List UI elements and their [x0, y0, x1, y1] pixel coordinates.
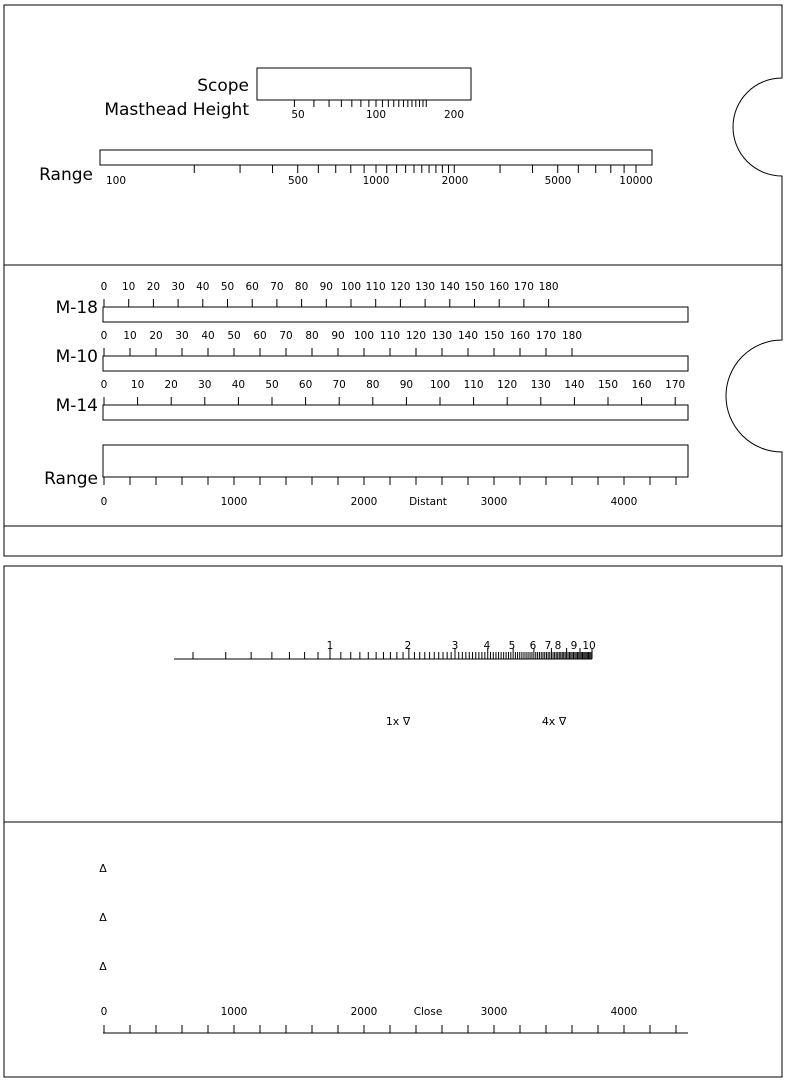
mil-tick-label: 110	[463, 379, 484, 391]
mil-tick-label: 30	[198, 379, 212, 391]
log-tick-label: 2	[404, 640, 412, 652]
log-tick-label: 3	[451, 640, 459, 652]
mil-tick-label: 0	[100, 330, 108, 342]
mil-tick-label: 130	[530, 379, 551, 391]
mil-tick-label: 90	[399, 379, 414, 391]
log-tick-label: 1	[326, 640, 334, 652]
mil-tick-label: 90	[331, 330, 345, 342]
distant-marker: Distant	[409, 496, 447, 508]
m10-scale	[101, 330, 582, 356]
mil-tick-label: 30	[175, 330, 189, 342]
scope-label: Scope	[197, 76, 249, 96]
mil-tick-label: 80	[305, 330, 319, 342]
mil-tick-label: 150	[464, 281, 485, 293]
scope-tick-label: 100	[365, 109, 387, 121]
mil-tick-label: 0	[100, 281, 108, 293]
mil-tick-label: 120	[390, 281, 411, 293]
m14-box	[103, 405, 688, 420]
range-label: Range	[39, 165, 93, 185]
mil-tick-label: 10	[122, 281, 136, 293]
mil-tick-label: 70	[270, 281, 284, 293]
mil-tick-label: 100	[340, 281, 362, 293]
log-tick-label: 5	[508, 640, 516, 652]
log-tick-label: 6	[529, 640, 537, 652]
scope-tick-label: 50	[291, 109, 305, 121]
mil-tick-label: 80	[366, 379, 380, 391]
mil-tick-label: 20	[164, 379, 178, 391]
mil-tick-label: 80	[294, 281, 309, 293]
scope-box	[257, 68, 471, 100]
distant-tick-label: 2000	[350, 496, 378, 508]
mil-tick-label: 60	[298, 379, 313, 391]
mil-tick-label: 100	[429, 379, 451, 391]
range-tick-label: 2000	[441, 175, 469, 187]
mil-tick-label: 100	[353, 330, 375, 342]
triangle-marker-icon: Δ	[99, 960, 107, 973]
scope-scale	[294, 100, 426, 107]
mil-tick-label: 90	[319, 281, 333, 293]
mil-tick-label: 160	[509, 330, 531, 342]
close-tick-label: 2000	[350, 1006, 378, 1018]
log-tick-label: 10	[582, 640, 596, 652]
close-marker: Close	[413, 1006, 443, 1018]
triangle-marker-icon: Δ	[99, 911, 107, 924]
mil-tick-label: 180	[561, 330, 583, 342]
distant-tick-label: 4000	[610, 496, 638, 508]
mil-tick-label: 140	[564, 379, 585, 391]
log-tick-label: 9	[570, 640, 578, 652]
mil-tick-label: 140	[457, 330, 479, 342]
mil-tick-label: 30	[171, 281, 185, 293]
scope-tick-label: 200	[443, 109, 465, 121]
mil-tick-label: 0	[100, 379, 108, 391]
range-tick-label: 500	[287, 175, 309, 187]
m18-box	[103, 307, 688, 322]
mil-tick-label: 50	[227, 330, 241, 342]
mil-tick-label: 50	[220, 281, 235, 293]
mil-tick-label: 170	[535, 330, 557, 342]
range-tick-label: 1000	[362, 175, 390, 187]
mil-tick-label: 160	[489, 281, 510, 293]
mil-tick-label: 20	[146, 281, 161, 293]
range-tick-label: 100	[105, 175, 127, 187]
mil-tick-label: 150	[483, 330, 505, 342]
mil-tick-label: 40	[196, 281, 210, 293]
mil-tick-label: 60	[245, 281, 259, 293]
mil-tick-label: 120	[497, 379, 518, 391]
range-long-box	[103, 445, 688, 477]
close-tick-label: 4000	[610, 1006, 638, 1018]
range-long-label: Range	[44, 469, 98, 489]
log-tick-label: 4	[483, 640, 491, 652]
triangle-marker-icon: Δ	[99, 862, 107, 875]
mil-tick-label: 120	[405, 330, 427, 342]
mil-tick-label: 60	[253, 330, 267, 342]
mil-tick-label: 40	[201, 330, 215, 342]
close-tick-label: 3000	[480, 1006, 508, 1018]
mil-tick-label: 70	[332, 379, 346, 391]
m14-scale	[101, 379, 686, 405]
mil-tick-label: 130	[415, 281, 436, 293]
mil-tick-label: 170	[513, 281, 534, 293]
distant-tick-label: 0	[100, 496, 108, 508]
distant-tick-label: 1000	[220, 496, 248, 508]
magnification-1x-marker: 1x ∇	[385, 715, 411, 728]
mil-tick-label: 10	[130, 379, 145, 391]
m14-label: M-14	[55, 396, 98, 416]
m18-label: M-18	[55, 298, 98, 318]
log-tick-label: 8	[554, 640, 562, 652]
range-log-scale	[194, 165, 636, 173]
m18-scale	[101, 281, 559, 307]
mil-tick-label: 40	[231, 379, 246, 391]
mil-tick-label: 170	[665, 379, 686, 391]
m10-box	[103, 356, 688, 371]
mil-tick-label: 160	[631, 379, 652, 391]
m10-label: M-10	[55, 347, 98, 367]
mil-tick-label: 110	[379, 330, 401, 342]
mil-tick-label: 140	[439, 281, 460, 293]
mil-tick-label: 150	[597, 379, 619, 391]
close-tick-label: 0	[100, 1006, 108, 1018]
mil-tick-label: 20	[149, 330, 163, 342]
magnification-4x-marker: 4x ∇	[541, 715, 567, 728]
mil-tick-label: 110	[365, 281, 386, 293]
distant-tick-label: 3000	[480, 496, 508, 508]
mil-tick-label: 130	[431, 330, 453, 342]
log-tick-label: 7	[544, 640, 552, 652]
mil-tick-label: 70	[279, 330, 293, 342]
close-range-scale	[104, 1025, 676, 1033]
distant-range-scale	[104, 477, 676, 485]
range-box	[100, 150, 652, 165]
mil-tick-label: 10	[123, 330, 137, 342]
range-tick-label: 5000	[544, 175, 572, 187]
range-tick-label: 10000	[619, 175, 653, 187]
masthead-height-label: Masthead Height	[104, 100, 249, 120]
mil-tick-label: 180	[538, 281, 559, 293]
mil-tick-label: 50	[265, 379, 279, 391]
close-tick-label: 1000	[220, 1006, 248, 1018]
